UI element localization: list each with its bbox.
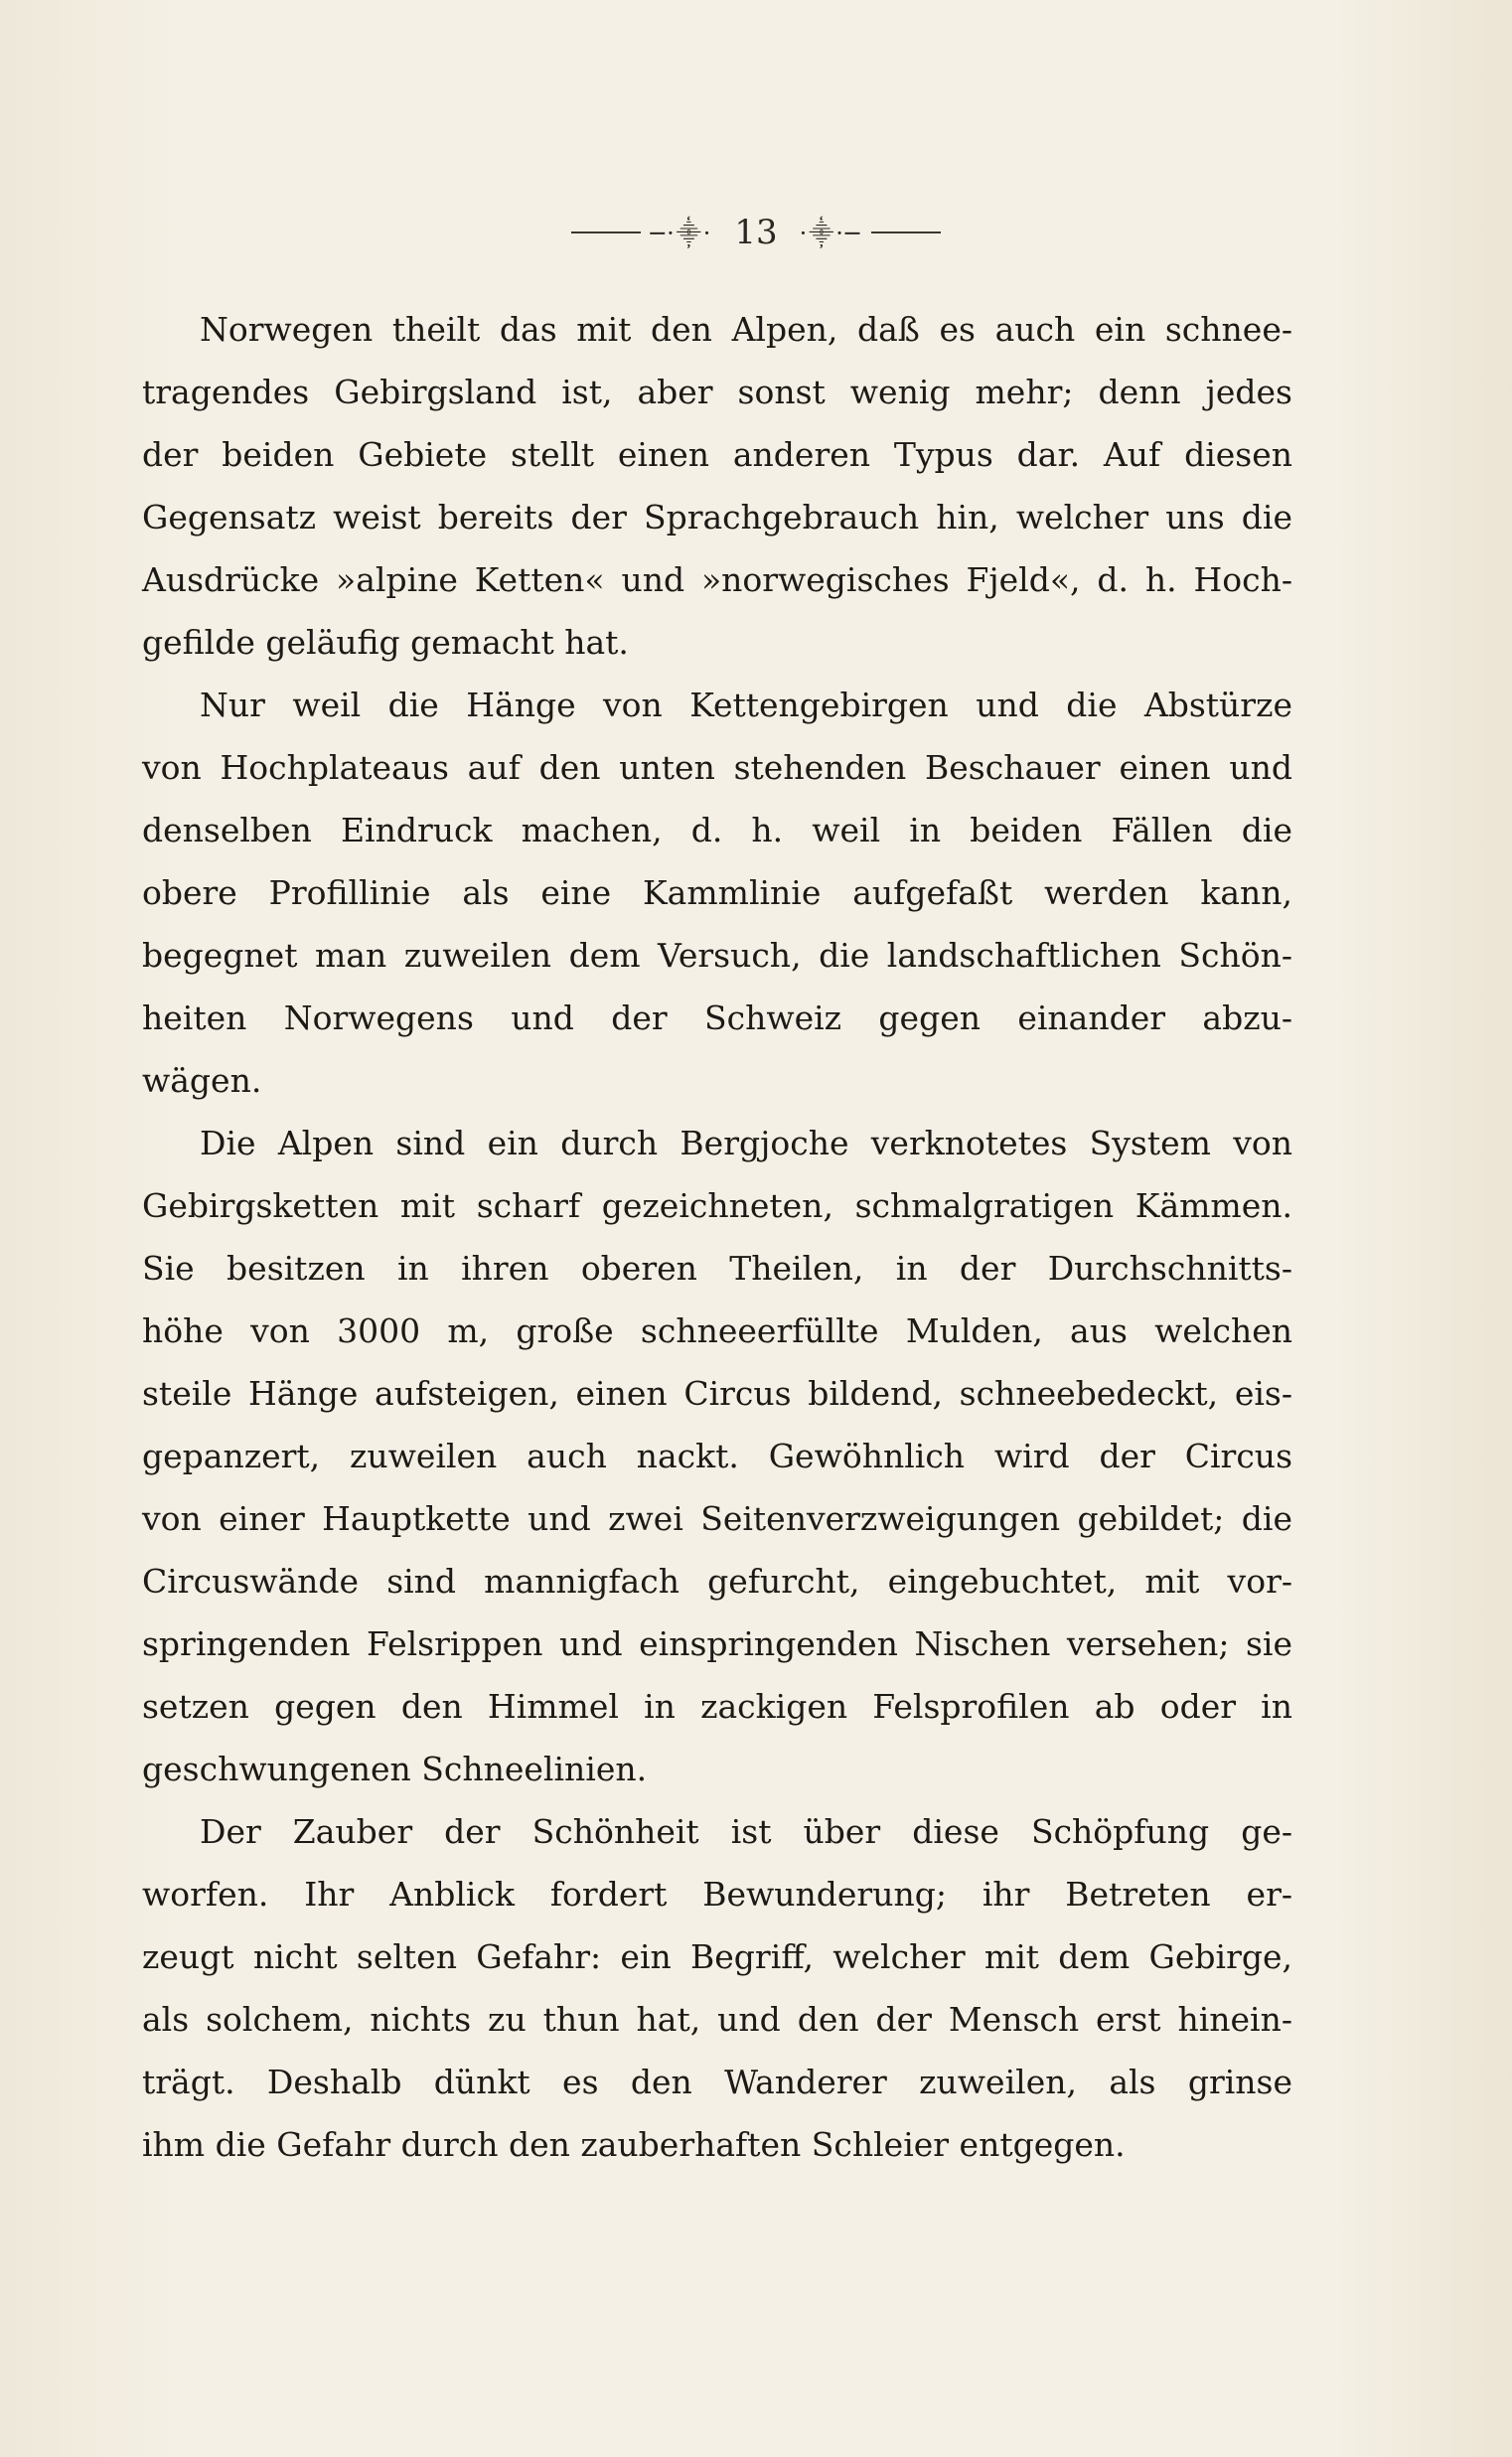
text-line: heiten Norwegens und der Schweiz gegen einander abzu- bbox=[142, 998, 1292, 1037]
paragraph bbox=[142, 1112, 1292, 1800]
text-line: Gebirgsketten mit scharf gezeichneten, schmalgratigen Kämmen. bbox=[142, 1186, 1292, 1225]
page-number: 13 bbox=[734, 213, 778, 252]
body-text bbox=[142, 298, 1292, 2176]
text-line: gepanzert, zuweilen auch nackt. Gewöhnlich wird der Circus bbox=[142, 1437, 1292, 1475]
text-line: von einer Hauptkette und zwei Seitenverzweigungen gebildet; die bbox=[142, 1499, 1292, 1538]
text-line: trägt. Deshalb dünkt es den Wanderer zuweilen, als grinse bbox=[142, 2063, 1292, 2101]
text-line: begegnet man zuweilen dem Versuch, die landschaftlichen Schön- bbox=[142, 936, 1292, 975]
ornament-left-icon: ─·⸎· bbox=[650, 219, 713, 247]
text-line: denselben Eindruck machen, d. h. weil in beiden Fällen die bbox=[142, 811, 1292, 849]
paragraph bbox=[142, 298, 1292, 674]
text-line: zeugt nicht selten Gefahr: ein Begriff, welcher mit dem Gebirge, bbox=[142, 1937, 1292, 1976]
text-line: geschwungenen Schneelinien. bbox=[142, 1750, 648, 1788]
header-rule-left bbox=[571, 231, 641, 233]
ornament-right-icon: ·⸎·─ bbox=[799, 219, 862, 247]
text-line: wägen. bbox=[142, 1061, 262, 1100]
text-line: ihm die Gefahr durch den zauberhaften Schleier entgegen. bbox=[142, 2125, 1126, 2164]
text-line: Sie besitzen in ihren oberen Theilen, in der Durchschnitts- bbox=[142, 1249, 1292, 1288]
page-header bbox=[0, 213, 1512, 252]
text-line: Circuswände sind mannigfach gefurcht, eingebuchtet, mit vor- bbox=[142, 1562, 1292, 1601]
text-line: von Hochplateaus auf den unten stehenden Beschauer einen und bbox=[142, 748, 1292, 787]
text-line: obere Profillinie als eine Kammlinie aufgefaßt werden kann, bbox=[142, 873, 1292, 912]
text-line: Die Alpen sind ein durch Bergjoche verknotetes System von bbox=[200, 1124, 1292, 1162]
text-line: Nur weil die Hänge von Kettengebirgen und die Abstürze bbox=[200, 686, 1292, 724]
text-line: als solchem, nichts zu thun hat, und den der Mensch erst hinein- bbox=[142, 2000, 1292, 2039]
text-line: tragendes Gebirgsland ist, aber sonst wenig mehr; denn jedes bbox=[142, 373, 1292, 411]
text-line: höhe von 3000 m, große schneeerfüllte Mulden, aus welchen bbox=[142, 1311, 1292, 1350]
text-line: worfen. Ihr Anblick fordert Bewunderung; ihr Betreten er- bbox=[142, 1875, 1292, 1914]
text-line: Der Zauber der Schönheit ist über diese Schöpfung ge- bbox=[200, 1812, 1292, 1851]
header-rule-right bbox=[871, 231, 941, 233]
text-line: Gegensatz weist bereits der Sprachgebrauch hin, welcher uns die bbox=[142, 498, 1292, 537]
paragraph bbox=[142, 1800, 1292, 2176]
text-line: der beiden Gebiete stellt einen anderen Typus dar. Auf diesen bbox=[142, 435, 1292, 474]
text-line: springenden Felsrippen und einspringenden Nischen versehen; sie bbox=[142, 1624, 1292, 1663]
text-line: steile Hänge aufsteigen, einen Circus bildend, schneebedeckt, eis- bbox=[142, 1374, 1292, 1413]
paragraph bbox=[142, 674, 1292, 1112]
text-line: setzen gegen den Himmel in zackigen Felsprofilen ab oder in bbox=[142, 1687, 1292, 1726]
text-line: Norwegen theilt das mit den Alpen, daß es auch ein schnee- bbox=[200, 310, 1292, 349]
text-line: gefilde geläufig gemacht hat. bbox=[142, 623, 629, 662]
text-line: Ausdrücke »alpine Ketten« und »norwegisches Fjeld«, d. h. Hoch- bbox=[142, 560, 1292, 599]
